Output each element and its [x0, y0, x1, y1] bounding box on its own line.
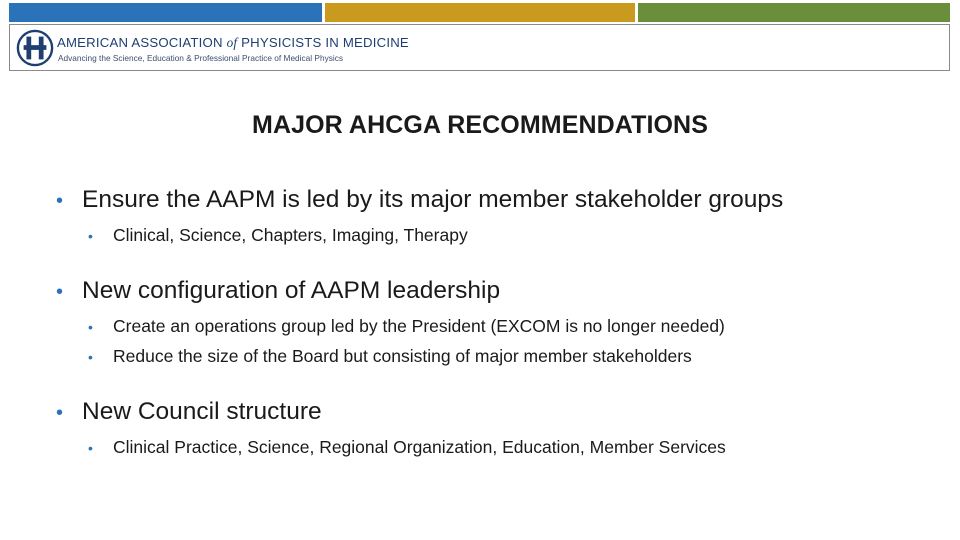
bullet-icon: • [88, 349, 93, 365]
header-color-bars [9, 3, 950, 22]
bullet-icon: • [88, 228, 93, 244]
sub-bullet-item: • Create an operations group led by the President (EXCOM is no longer needed) [88, 312, 936, 342]
bullet-item: • New Council structure [56, 396, 936, 429]
sub-bullet-item: • Clinical Practice, Science, Regional Organization, Education, Member Services [88, 433, 936, 463]
bullet-group [56, 184, 936, 251]
bullet-list [56, 184, 936, 487]
bullet-group [56, 275, 936, 372]
blue-bar [9, 3, 322, 22]
green-bar [638, 3, 950, 22]
header-logo-banner [9, 24, 950, 71]
bullet-icon: • [56, 402, 64, 424]
bullet-group [56, 396, 936, 463]
bullet-icon: • [56, 281, 64, 303]
organization-name: AMERICAN ASSOCIATION of PHYSICISTS IN MEDICINE [57, 35, 409, 50]
slide-title: MAJOR AHCGA RECOMMENDATIONS [252, 111, 708, 139]
aapm-logo-icon [16, 29, 54, 67]
sub-bullet-list [88, 221, 936, 251]
sub-bullet-list [88, 433, 936, 463]
bullet-icon: • [56, 190, 64, 212]
bullet-icon: • [88, 440, 93, 456]
sub-bullet-list [88, 312, 936, 372]
sub-bullet-item: • Clinical, Science, Chapters, Imaging, Therapy [88, 221, 936, 251]
organization-tagline: Advancing the Science, Education & Professional Practice of Medical Physics [58, 53, 344, 63]
bullet-item: • Ensure the AAPM is led by its major member stakeholder groups [56, 184, 936, 217]
gold-bar [325, 3, 635, 22]
bullet-icon: • [88, 319, 93, 335]
bullet-item: • New configuration of AAPM leadership [56, 275, 936, 308]
sub-bullet-item: • Reduce the size of the Board but consisting of major member stakeholders [88, 342, 936, 372]
